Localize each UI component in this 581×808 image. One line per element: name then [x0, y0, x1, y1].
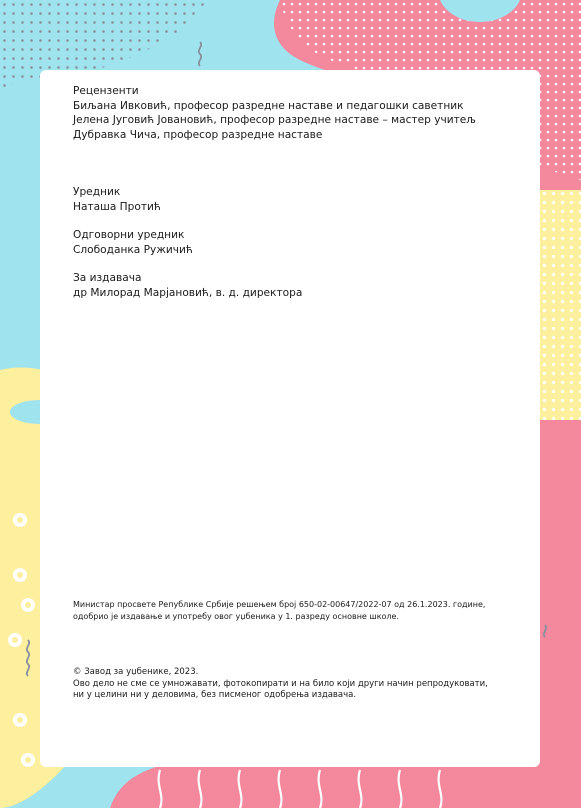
editor-heading: Уредник: [73, 186, 121, 198]
copyright-line: ни у целини ни у деловима, без писменог одобрења издавача.: [73, 690, 357, 701]
copyright-line: © Завод за уџбенике, 2023.: [73, 667, 199, 677]
responsible-editor-section: [73, 228, 193, 257]
reviewer-line: Биљана Ивковић, професор разредне наставе и педагошки саветник: [73, 99, 464, 112]
editor-name: Наташа Протић: [73, 200, 161, 213]
colophon-card: [40, 70, 540, 767]
editor-section: [73, 185, 161, 214]
copyright-line: Ово дело не сме се умножавати, фотокопирати и на било који други начин репродуковати,: [73, 678, 488, 689]
reviewers-heading: Рецензенти: [73, 85, 139, 97]
reviewers-section: [73, 84, 507, 143]
publisher-name: др Милорад Марјановић, в. д. директора: [73, 286, 303, 299]
publisher-heading: За издавача: [73, 272, 142, 284]
responsible-editor-name: Слободанка Ружичић: [73, 243, 193, 256]
copyright-notice: [73, 667, 488, 702]
publisher-section: [73, 271, 302, 300]
reviewer-line: Дубравка Чича, професор разредне наставе: [73, 129, 323, 142]
reviewer-line: Јелена Југовић Јовановић, професор разредне наставе – мастер учитељ: [73, 114, 476, 127]
responsible-editor-heading: Одговорни уредник: [73, 229, 185, 241]
approval-line: одобрио је издавање и употребу овог уџбеника у 1. разреду основне школе.: [73, 611, 400, 621]
approval-notice: [73, 599, 485, 622]
approval-line: Министар просвете Републике Србије решењем број 650-02-00647/2022-07 од 26.1.2023. године,: [73, 600, 486, 609]
